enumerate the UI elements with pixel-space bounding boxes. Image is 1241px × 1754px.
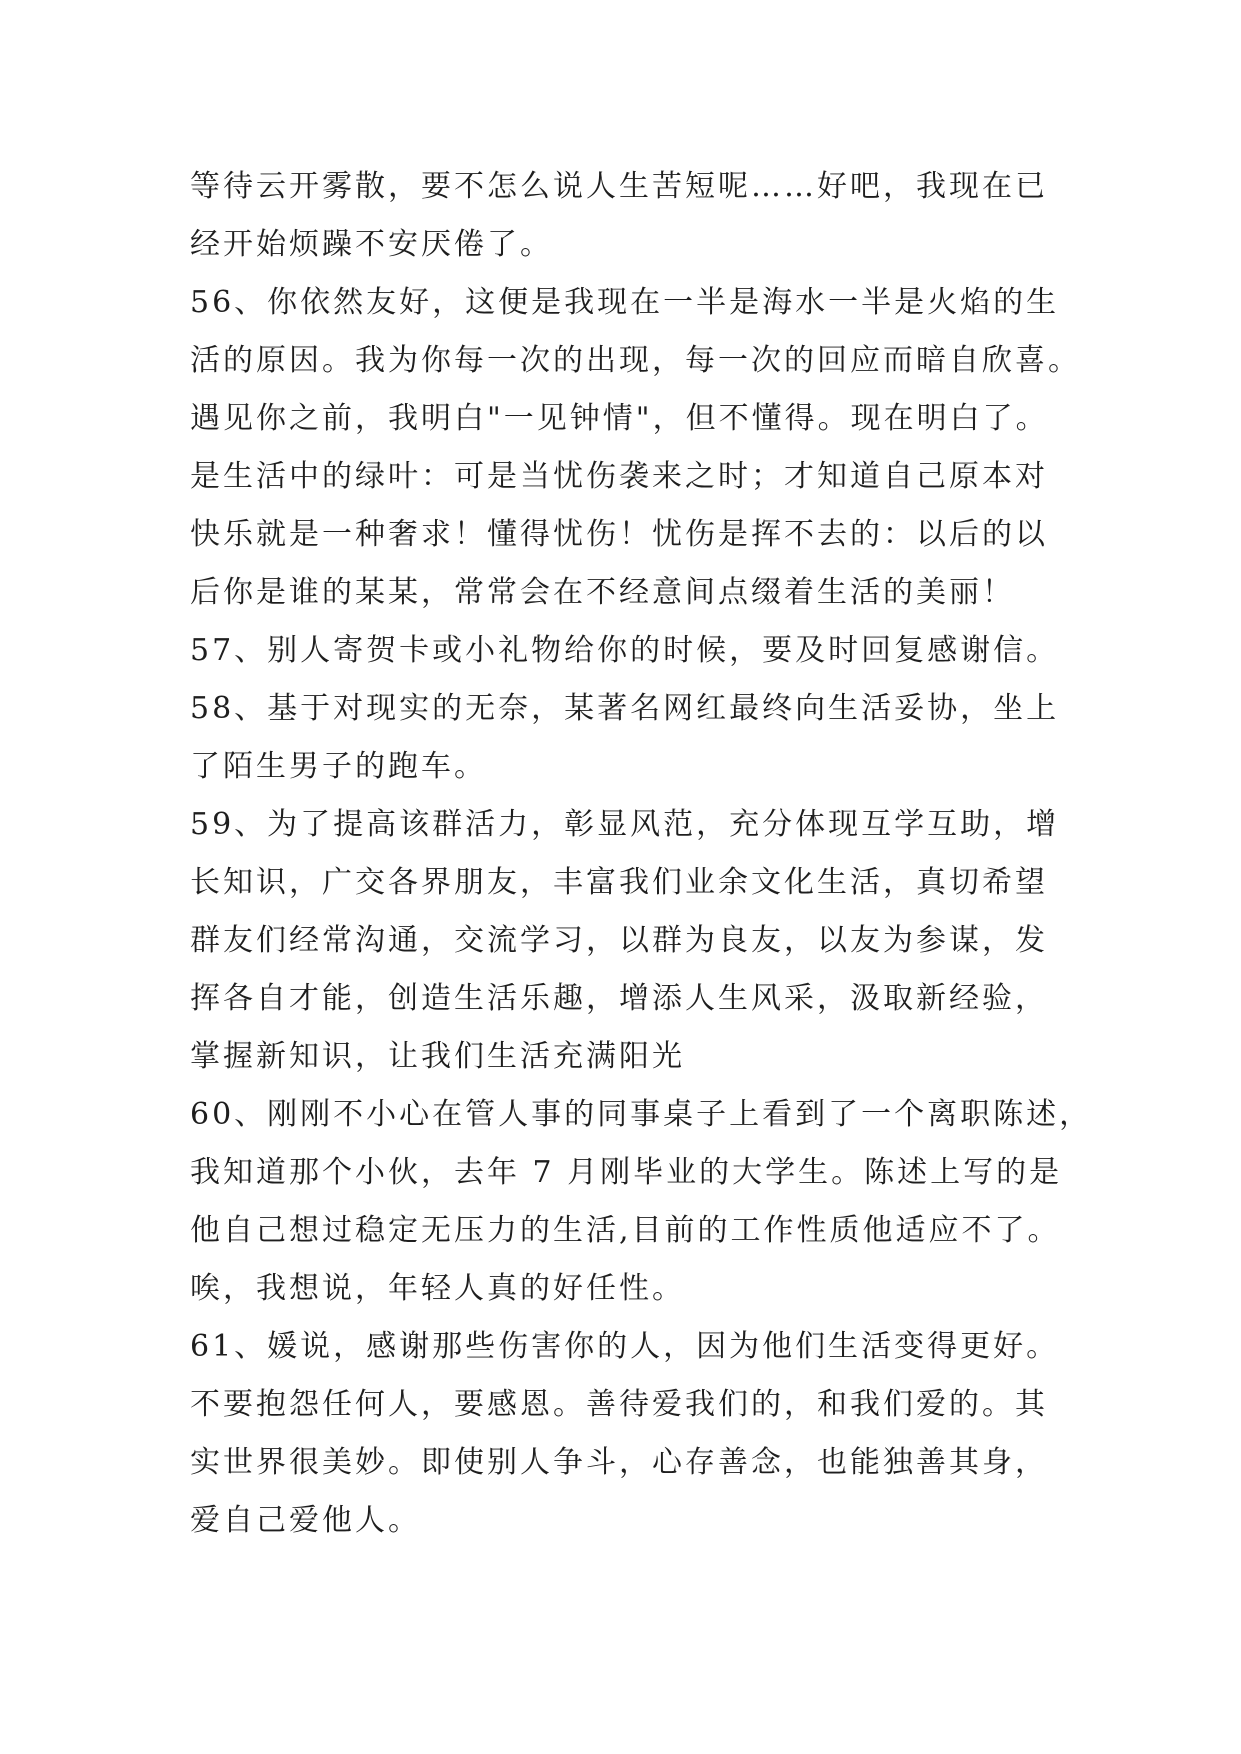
text-line: 掌握新知识，让我们生活充满阳光 [190,1039,685,1074]
text-line: 遇见你之前，我明白"一见钟情"，但不懂得。现在明白了。 [190,401,1049,436]
text-line: 56、你依然友好，这便是我现在一半是海水一半是火焰的生 [190,285,1060,320]
text-line: 60、刚刚不小心在管人事的同事桌子上看到了一个离职陈述， [190,1097,1093,1132]
text-line: 挥各自才能，创造生活乐趣，增添人生风采，汲取新经验， [190,981,1048,1016]
document-body [190,158,1093,1550]
text-line: 爱自己爱他人。 [190,1503,421,1538]
text-line: 58、基于对现实的无奈，某著名网红最终向生活妥协，坐上 [190,691,1060,726]
text-line: 活的原因。我为你每一次的出现，每一次的回应而暗自欣喜。 [190,343,1081,378]
text-line: 不要抱怨任何人，要感恩。善待爱我们的，和我们爱的。其 [190,1387,1048,1422]
text-line: 后你是谁的某某，常常会在不经意间点缀着生活的美丽！ [190,575,1015,610]
text-line: 是生活中的绿叶：可是当忧伤袭来之时；才知道自己原本对 [190,459,1048,494]
text-line: 他自己想过稳定无压力的生活,目前的工作性质他适应不了。 [190,1213,1061,1248]
text-line: 唉，我想说，年轻人真的好任性。 [190,1271,685,1306]
text-line: 实世界很美妙。即使别人争斗，心存善念，也能独善其身， [190,1445,1048,1480]
text-line: 61、媛说，感谢那些伤害你的人，因为他们生活变得更好。 [190,1329,1060,1364]
text-line: 快乐就是一种奢求！懂得忧伤！忧伤是挥不去的：以后的以 [190,517,1048,552]
text-line: 等待云开雾散，要不怎么说人生苦短呢……好吧，我现在已 [190,169,1048,204]
text-line: 了陌生男子的跑车。 [190,749,487,784]
text-line: 长知识，广交各界朋友，丰富我们业余文化生活，真切希望 [190,865,1048,900]
text-line: 经开始烦躁不安厌倦了。 [190,227,553,262]
text-line: 57、别人寄贺卡或小礼物给你的时候，要及时回复感谢信。 [190,633,1060,668]
text-line: 我知道那个小伙，去年 7 月刚毕业的大学生。陈述上写的是 [190,1155,1063,1190]
text-line: 59、为了提高该群活力，彰显风范，充分体现互学互助，增 [190,807,1060,842]
text-line: 群友们经常沟通，交流学习，以群为良友，以友为参谋，发 [190,923,1048,958]
